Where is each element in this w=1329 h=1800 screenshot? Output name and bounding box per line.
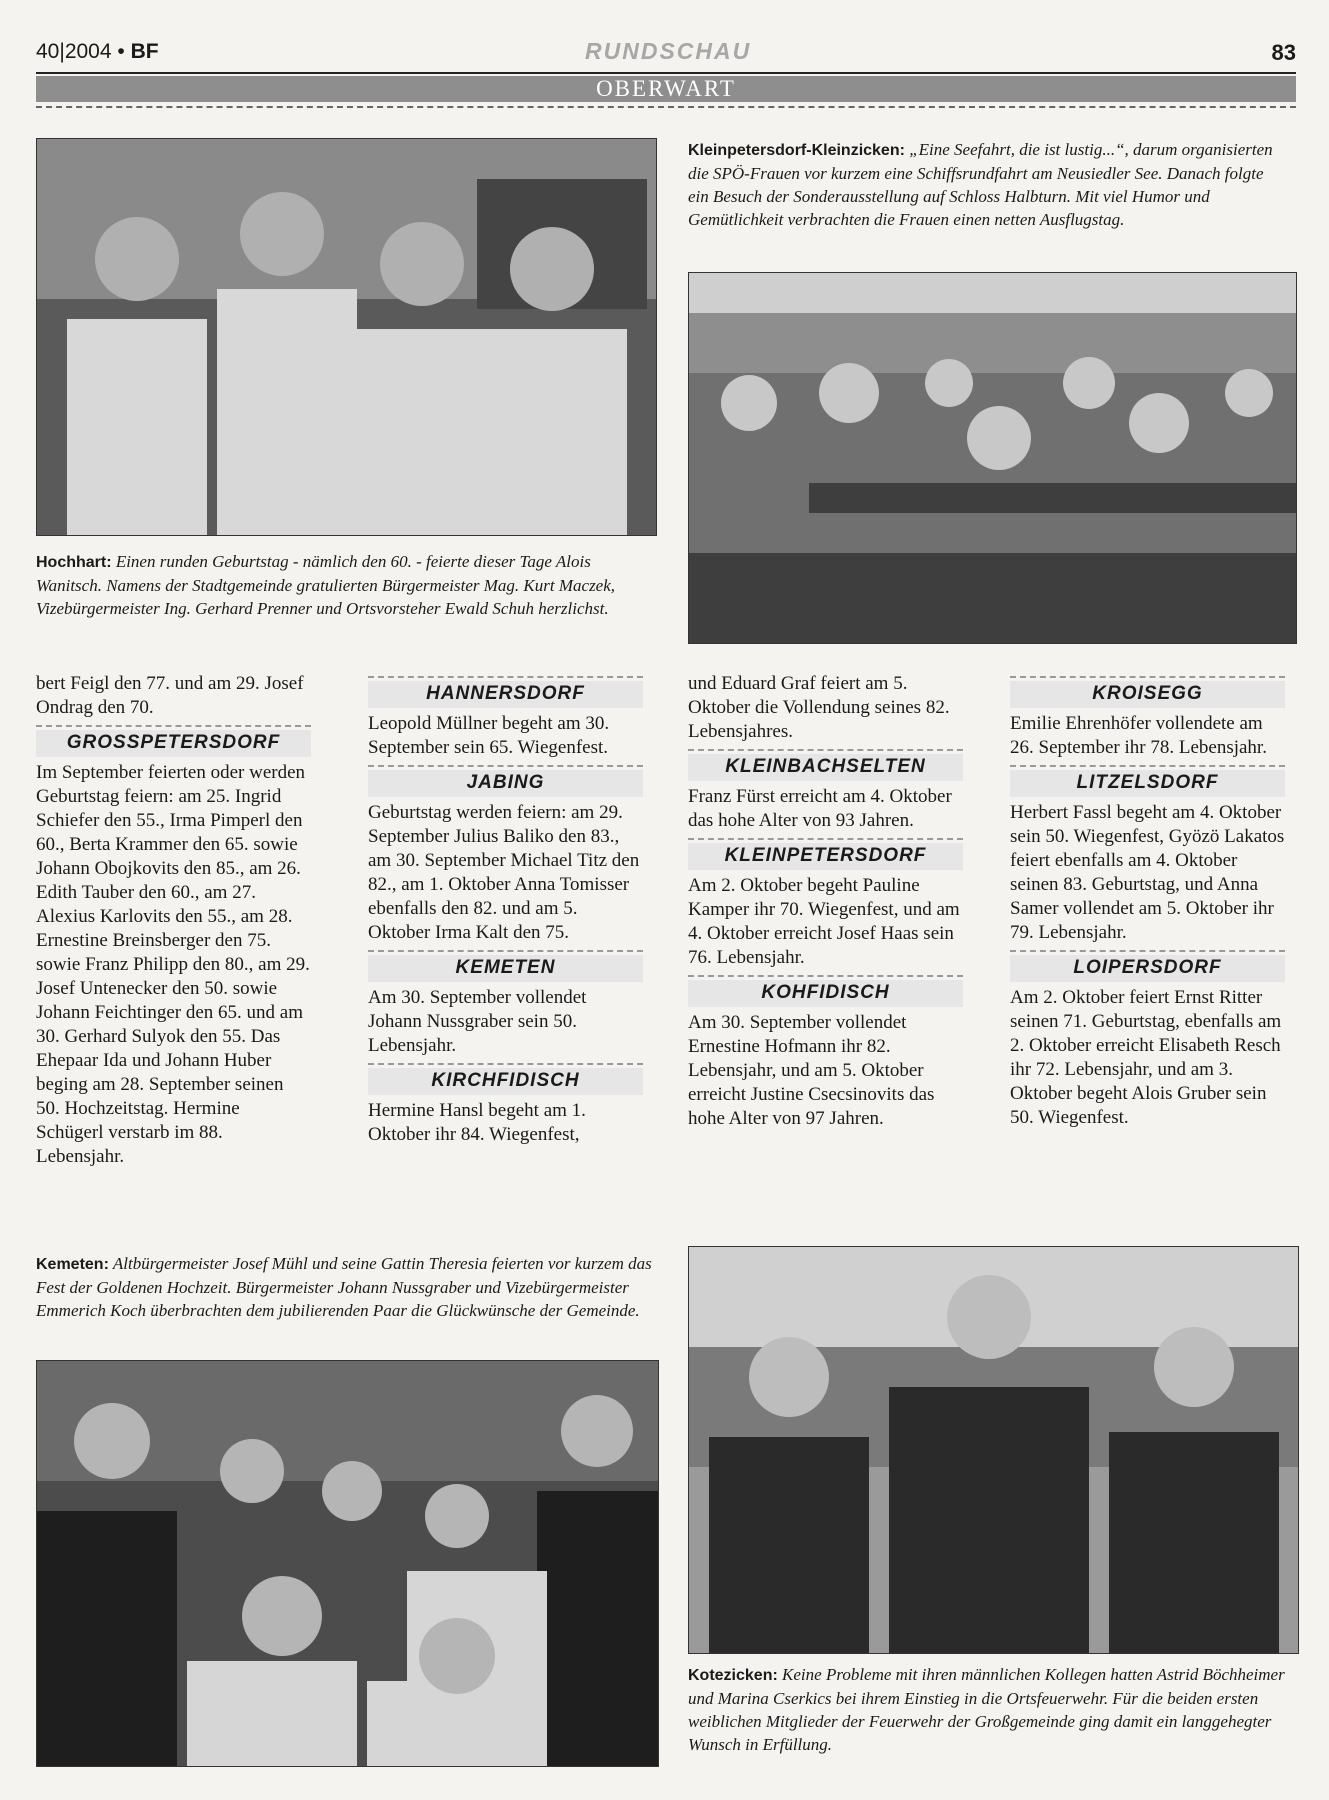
- section-title-hannersdorf: HANNERSDORF: [368, 681, 643, 708]
- caption-hochhart-text: Einen runden Geburtstag - nämlich den 60. - feierte dieser Tage Alois Wanitsch. Namens der Stadtgemeinde gratulierten Bürgermeister Mag. Kurt Maczek, Vizebürgermeister Ing. Gerhard Prenner und Ortsvorsteher Ewald Schuh herzlichst.: [36, 552, 616, 618]
- section-kemeten: [368, 950, 643, 982]
- caption-kleinpetersdorf-text: „Eine Seefahrt, die ist lustig...“, darum organisierten die SPÖ-Frauen vor kurzem eine Schiffsrundfahrt am Neusiedler See. Danach folgte ein Besuch der Sonderausstellung auf Schloss Halbturn. Mit viel Humor und Gemütlichkeit verbrachten die Frauen einen netten Ausflugstag.: [688, 140, 1273, 229]
- caption-kleinpetersdorf-lead: Kleinpetersdorf-Kleinzicken:: [688, 142, 905, 159]
- header-rule: [36, 72, 1296, 74]
- issue-number: 40|2004: [36, 40, 112, 63]
- section-jabing: [368, 765, 643, 797]
- column-2: [368, 676, 643, 1147]
- section-text-kohfidisch: Am 30. September vollendet Ernestine Hofmann ihr 82. Lebensjahr, und am 5. Oktober erreicht Justine Csecsinovits das hohe Alter von 97 Jahren.: [688, 1012, 935, 1129]
- caption-kemeten: [36, 1252, 656, 1322]
- section-title-kirchfidisch: KIRCHFIDISCH: [368, 1068, 643, 1095]
- column-4: [1010, 676, 1285, 1130]
- section-text-kroisegg: Emilie Ehrenhöfer vollendete am 26. September ihr 78. Lebensjahr.: [1010, 713, 1267, 758]
- section-title-grosspetersdorf: GROSSPETERSDORF: [36, 730, 311, 757]
- section-kohfidisch: [688, 975, 963, 1007]
- caption-kotezicken: [688, 1663, 1293, 1756]
- section-text-grosspetersdorf: Im September feierten oder werden Geburtstag feiern: am 25. Ingrid Schiefer den 55., Irma Pimperl den 60., Berta Krammer den 65. sowie Johann Obojkovits den 85., am 26. Edith Tauber den 60., am 27. Alexius Karlovits den 55., am 28. Ernestine Breinsberger den 75. sowie Franz Philipp den 80., am 29. Josef Untenecker den 50. sowie Johann Feichtinger den 65. und am 30. Gerhard Sulyok den 55. Das Ehepaar Ida und Johann Huber beging am 28. September seinen 50. Hochzeitstag. Hermine Schügerl verstarb im 88. Lebensjahr.: [36, 762, 310, 1167]
- caption-hochhart: [36, 550, 646, 620]
- photo-boat-trip: [688, 272, 1297, 644]
- paper-name: BF: [130, 40, 159, 63]
- photo-hochhart: [36, 138, 657, 536]
- column-3: [688, 672, 963, 1131]
- section-text-loipersdorf: Am 2. Oktober feiert Ernst Ritter seinen 71. Geburtstag, ebenfalls am 2. Oktober erreicht Elisabeth Resch ihr 72. Lebensjahr, und am 3. Oktober begeht Alois Gruber sein 50. Wiegenfest.: [1010, 987, 1282, 1128]
- section-loipersdorf: [1010, 950, 1285, 982]
- section-text-litzelsdorf: Herbert Fassl begeht am 4. Oktober sein 50. Wiegenfest, Gyözö Lakatos feiert ebenfalls am 4. Oktober seinen 83. Geburtstag, und Anna Samer vollendet am 5. Oktober ihr 79. Lebensjahr.: [1010, 802, 1285, 943]
- caption-hochhart-lead: Hochhart:: [36, 554, 112, 571]
- section-banner: OBERWART: [36, 76, 1296, 102]
- section-text-kleinpetersdorf: Am 2. Oktober begeht Pauline Kamper ihr 70. Wiegenfest, und am 4. Oktober erreicht Josef Haas sein 76. Lebensjahr.: [688, 875, 960, 968]
- section-title-jabing: JABING: [368, 770, 643, 797]
- caption-kotezicken-lead: Kotezicken:: [688, 1667, 778, 1684]
- section-text-kleinbachselten: Franz Fürst erreicht am 4. Oktober das hohe Alter von 93 Jahren.: [688, 786, 952, 831]
- section-text-kirchfidisch: Hermine Hansl begeht am 1. Oktober ihr 84. Wiegenfest,: [368, 1100, 586, 1145]
- section-kirchfidisch: [368, 1063, 643, 1095]
- photo-kotezicken: [688, 1246, 1299, 1654]
- section-title-kleinpetersdorf: KLEINPETERSDORF: [688, 843, 963, 870]
- section-title-loipersdorf: LOIPERSDORF: [1010, 955, 1285, 982]
- section-text-jabing: Geburtstag werden feiern: am 29. September Julius Baliko den 83., am 30. September Michael Titz den 82., am 1. Oktober Anna Tomisser ebenfalls den 82. und am 5. Oktober Irma Kalt den 75.: [368, 802, 640, 943]
- section-title-litzelsdorf: LITZELSDORF: [1010, 770, 1285, 797]
- section-title-kemeten: KEMETEN: [368, 955, 643, 982]
- section-grosspetersdorf: [36, 725, 311, 757]
- bullet-separator: •: [117, 40, 125, 63]
- caption-kotezicken-text: Keine Probleme mit ihren männlichen Kollegen hatten Astrid Böchheimer und Marina Cserkics bei ihrem Einstieg in die Ortsfeuerwehr. Für die beiden ersten weiblichen Mitglieder der Feuerwehr der Großgemeinde ging damit ein langgehegter Wunsch in Erfüllung.: [688, 1665, 1285, 1754]
- section-title-kroisegg: KROISEGG: [1010, 681, 1285, 708]
- section-kroisegg: [1010, 676, 1285, 708]
- section-title-kleinbachselten: KLEINBACHSELTEN: [688, 754, 963, 781]
- section-hannersdorf: [368, 676, 643, 708]
- col3-intro: und Eduard Graf feiert am 5. Oktober die Vollendung seines 82. Lebensjahres.: [688, 673, 950, 742]
- section-text-kemeten: Am 30. September vollendet Johann Nussgraber sein 50. Lebensjahr.: [368, 987, 587, 1056]
- photo-kemeten: [36, 1360, 659, 1767]
- rubric-title: RUNDSCHAU: [585, 38, 752, 64]
- section-kleinbachselten: [688, 749, 963, 781]
- header-dashed-divider: [36, 106, 1296, 108]
- caption-kemeten-lead: Kemeten:: [36, 1256, 109, 1273]
- column-1: [36, 672, 311, 1169]
- page-number: 83: [1271, 40, 1296, 65]
- caption-kemeten-text: Altbürgermeister Josef Mühl und seine Gattin Theresia feierten vor kurzem das Fest der Goldenen Hochzeit. Bürgermeister Johann Nussgraber und Vizebürgermeister Emmerich Koch überbrachten dem jubilierenden Paar die Glückwünsche der Gemeinde.: [36, 1254, 652, 1320]
- section-text-hannersdorf: Leopold Müllner begeht am 30. September sein 65. Wiegenfest.: [368, 713, 610, 758]
- section-title-kohfidisch: KOHFIDISCH: [688, 980, 963, 1007]
- col1-intro: bert Feigl den 77. und am 29. Josef Ondrag den 70.: [36, 673, 304, 718]
- section-litzelsdorf: [1010, 765, 1285, 797]
- section-kleinpetersdorf: [688, 838, 963, 870]
- issue-label: [36, 40, 159, 64]
- caption-kleinpetersdorf-kleinzicken: [688, 138, 1288, 231]
